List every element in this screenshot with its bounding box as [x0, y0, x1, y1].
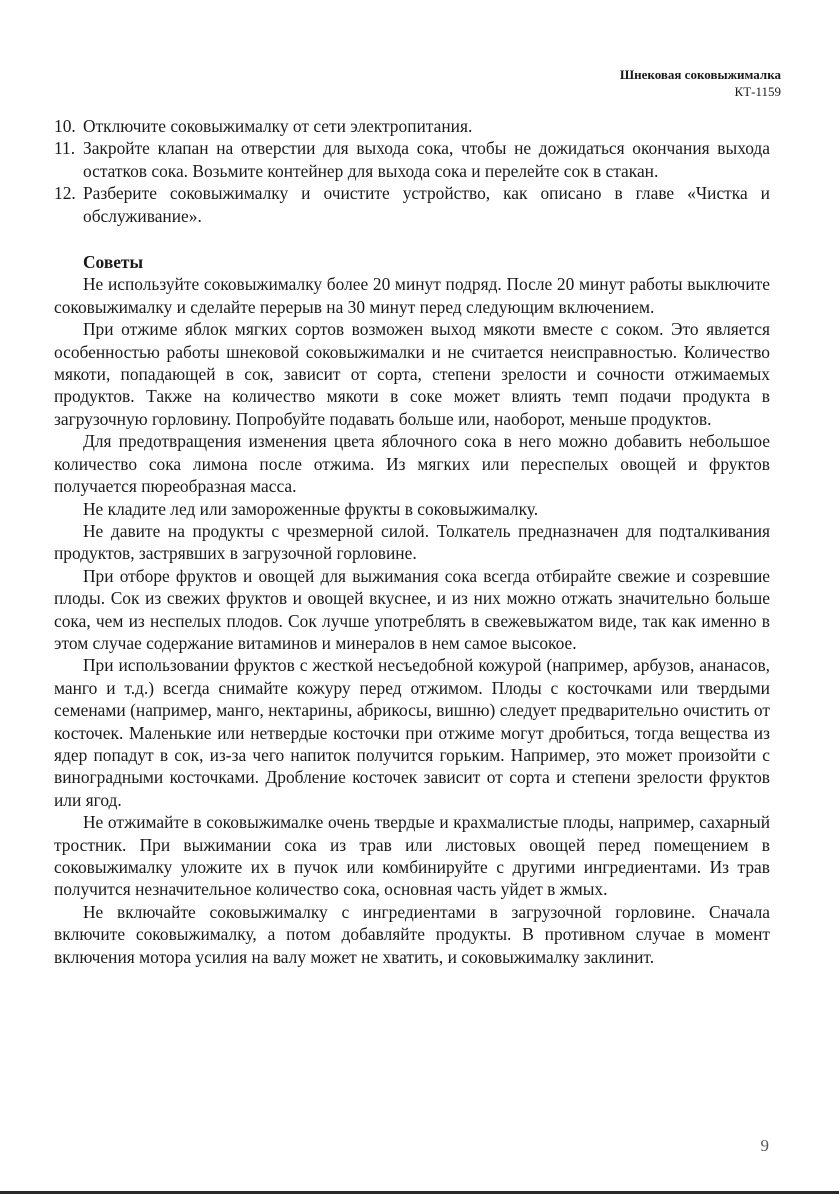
tip-paragraph: При использовании фруктов с жесткой несъедобной кожурой (например, арбузов, ананасов, манго и т.д.) всегда снимайте кожуру перед отжимом. Плоды с косточками или твердыми семенами (например, манго, нектарины, абрикосы, вишню) следует предварительно очистить от косточек. Маленькие или нетвердые косточки при отжиме могут дробиться, тогда вещества из ядер попадут в сок, из-за чего напиток получится горьким. Например, это может произойти с виноградными косточками. Дробление косточек зависит от сорта и степени зрелости фруктов или ягод.: [54, 655, 770, 810]
tip-paragraph: Не давите на продукты с чрезмерной силой. Толкатель предназначен для подталкивания продуктов, застрявших в загрузочной горловине.: [54, 520, 770, 564]
page-content: [54, 115, 770, 968]
step-text: Отключите соковыжималку от сети электропитания.: [83, 116, 473, 136]
model-number: КТ-1159: [734, 84, 781, 99]
page-header: [620, 66, 781, 100]
tip-paragraph: Не отжимайте в соковыжималке очень твердые и крахмалистые плоды, например, сахарный тростник. При выжимании сока из трав или листовых овощей перед помещением в соковыжималку уложите их в пучок или комбинируйте с другими ингредиентами. Из трав получится незначительное количество сока, основная часть уйдет в жмых.: [54, 812, 770, 900]
page-number: 9: [760, 1136, 769, 1155]
step-item: [54, 182, 770, 227]
tip-paragraph: Для предотвращения изменения цвета яблочного сока в него можно добавить небольшое количество сока лимона после отжима. Из мягких или переспелых овощей и фруктов получается пюреобразная масса.: [54, 431, 770, 497]
step-text: Разберите соковыжималку и очистите устройство, как описано в главе «Чистка и обслуживание».: [83, 183, 770, 226]
step-text: Закройте клапан на отверстии для выхода сока, чтобы не дожидаться окончания выхода остатков сока. Возьмите контейнер для выхода сока и перелейте сок в стакан.: [83, 138, 770, 181]
section-title: Советы: [83, 252, 144, 273]
tip-paragraph: При отжиме яблок мягких сортов возможен выход мякоти вместе с соком. Это является особенностью работы шнековой соковыжималки и не считается неисправностью. Количество мякоти, попадающей в сок, зависит от сорта, степени зрелости и сочности отжимаемых продуктов. Также на количество мякоти в соке может влиять темп подачи продукта в загрузочную горловину. Попробуйте подавать больше или, наоборот, меньше продуктов.: [54, 319, 770, 429]
step-number: 10.: [54, 116, 76, 136]
instruction-steps: [54, 115, 770, 227]
step-item: [54, 137, 770, 182]
step-number: 11.: [54, 138, 76, 159]
step-number: 12.: [54, 183, 76, 204]
tip-paragraph: Не включайте соковыжималку с ингредиентами в загрузочной горловине. Сначала включите соковыжималку, а потом добавляйте продукты. В противном случае в момент включения мотора усилия на валу может не хватить, и соковыжималку заклинит.: [54, 901, 770, 967]
step-item: [54, 115, 770, 137]
product-name: Шнековая соковыжималка: [619, 67, 781, 82]
tips-section: [54, 251, 770, 968]
tip-paragraph: Не используйте соковыжималку более 20 минут подряд. После 20 минут работы выключите соковыжималку и сделайте перерыв на 30 минут перед следующим включением.: [54, 274, 770, 317]
tip-paragraph: Не кладите лед или замороженные фрукты в соковыжималку.: [83, 498, 539, 519]
tip-paragraph: При отборе фруктов и овощей для выжимания сока всегда отбирайте свежие и созревшие плоды. Сок из свежих фруктов и овощей вкуснее, и из них можно отжать значительно больше сока, чем из неспелых плодов. Сок лучше употреблять в свежевыжатом виде, так как именно в этом случае содержание витаминов и минералов в нем самое высокое.: [54, 565, 770, 653]
